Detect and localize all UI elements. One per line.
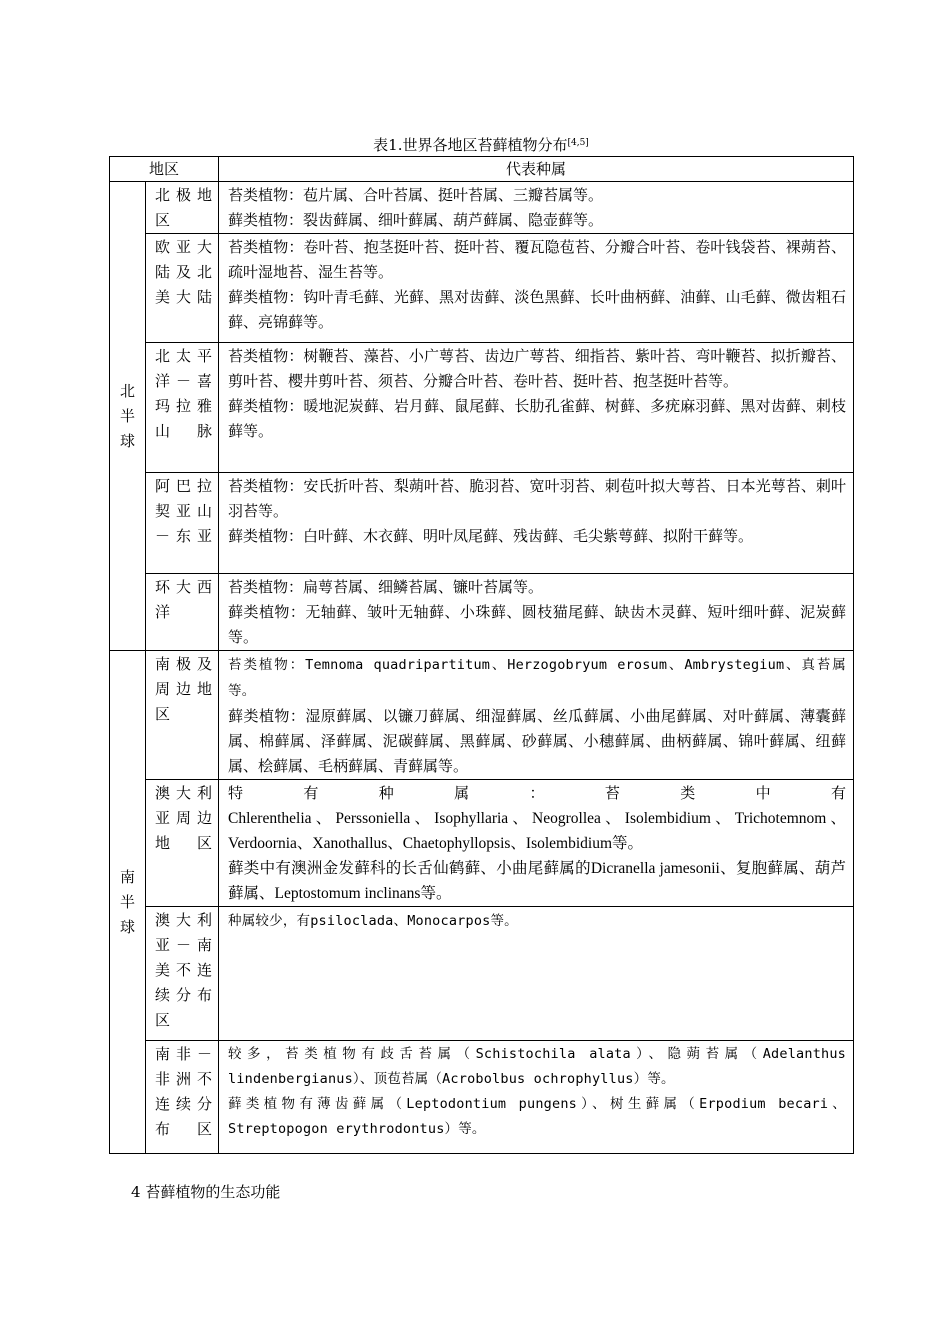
header-species: 代表种属 [219, 157, 854, 182]
region-cell: 南非－非洲不连续分布区 [146, 1041, 219, 1154]
table-row [110, 574, 854, 651]
species-cell: 苔类植物：树鞭苔、藻苔、小广萼苔、齿边广萼苔、细指苔、紫叶苔、弯叶鞭苔、拟折瓣苔、剪叶苔、樱井剪叶苔、须苔、分瓣合叶苔、卷叶苔、挺叶苔、抱茎挺叶苔等。 藓类植物：暖地泥炭藓、岩月藓、鼠尾藓、长肋孔雀藓、树藓、多疣麻羽藓、黑对齿藓、刺枝藓等。 [219, 343, 854, 473]
table-row [110, 651, 854, 780]
species-cell: 苔类植物：Temnoma quadripartitum、Herzogobryum erosum、Ambrystegium、真苔属等。 藓类植物：湿原藓属、以镰刀藓属、细湿藓属、丝瓜藓属、小曲尾藓属、对叶藓属、薄囊藓属、棉藓属、泽藓属、泥碳藓属、黑藓属、砂藓属、小穗藓属、曲柄藓属、锦叶藓属、纽藓属、桧藓属、毛柄藓属、青藓属等。 [219, 651, 854, 780]
region-cell: 环大西洋 [146, 574, 219, 651]
species-cell: 特有种属：苔类中有 Chlerenthelia、Perssoniella、Isophyllaria、Neogrollea、Isolembidium、Trichotemnom、Verdoornia、Xanothallus、Chaetophyllopsis、Isolembidium等。 藓类中有澳洲金发藓科的长舌仙鹤藓、小曲尾藓属的Dicranella jamesonii、复胞藓属、葫芦藓属、Leptostomum inclinans等。 [219, 780, 854, 907]
region-cell: 阿巴拉契亚山－东亚 [146, 473, 219, 574]
region-cell: 南极及周边地区 [146, 651, 219, 780]
table-row [110, 473, 854, 574]
hemisphere-north: 北半球 [110, 182, 146, 651]
table-row [110, 234, 854, 343]
table-row [110, 182, 854, 234]
species-cell: 苔类植物：扁萼苔属、细鳞苔属、镰叶苔属等。 藓类植物：无轴藓、皱叶无轴藓、小珠藓、圆枝猫尾藓、缺齿木灵藓、短叶细叶藓、泥炭藓等。 [219, 574, 854, 651]
caption-reference: [4,5] [567, 138, 589, 148]
section-number: 4 [131, 1183, 141, 1201]
region-cell: 澳大利亚－南美不连续分布区 [146, 907, 219, 1041]
table-row [110, 780, 854, 907]
section-title: 苔藓植物的生态功能 [145, 1183, 281, 1201]
table-row [110, 343, 854, 473]
region-cell: 北极地区 [146, 182, 219, 234]
region-cell: 澳大利亚周边地区 [146, 780, 219, 907]
species-cell: 苔类植物：卷叶苔、抱茎挺叶苔、挺叶苔、覆瓦隐苞苔、分瓣合叶苔、卷叶钱袋苔、裸蒴苔、疏叶湿地苔、湿生苔等。 藓类植物：钩叶青毛藓、光藓、黑对齿藓、淡色黑藓、长叶曲柄藓、油藓、山毛藓、微齿粗石藓、亮锦藓等。 [219, 234, 854, 343]
table-row [110, 907, 854, 1041]
region-cell: 北太平洋－喜玛拉雅山脉 [146, 343, 219, 473]
table-header-row [110, 157, 854, 182]
distribution-table [109, 156, 854, 1154]
hemisphere-south: 南半球 [110, 651, 146, 1154]
species-cell: 苔类植物：安氏折叶苔、梨蒴叶苔、脆羽苔、宽叶羽苔、刺苞叶拟大萼苔、日本光萼苔、刺叶羽苔等。 藓类植物：白叶藓、木衣藓、明叶凤尾藓、残齿藓、毛尖紫萼藓、拟附干藓等。 [219, 473, 854, 574]
table-row [110, 1041, 854, 1154]
table-caption [0, 133, 950, 155]
region-cell: 欧亚大陆及北美大陆 [146, 234, 219, 343]
species-cell: 种属较少，有psiloclada、Monocarpos等。 [219, 907, 854, 1041]
species-cell: 较多，苔类植物有歧舌苔属（Schistochila alata）、隐蒴苔属（Adelanthus lindenbergianus）、顶苞苔属（Acrobolbus ochrophyllus）等。 藓类植物有薄齿藓属（Leptodontium pungens）、树生藓属（Erpodium becari、Streptopogon erythrodontus）等。 [219, 1041, 854, 1154]
section-heading [131, 1181, 280, 1203]
caption-text: 表1.世界各地区苔藓植物分布 [373, 136, 568, 154]
species-cell: 苔类植物：苞片属、合叶苔属、挺叶苔属、三瓣苔属等。 藓类植物：裂齿藓属、细叶藓属、葫芦藓属、隐壶藓等。 [219, 182, 854, 234]
header-region: 地区 [110, 157, 219, 182]
